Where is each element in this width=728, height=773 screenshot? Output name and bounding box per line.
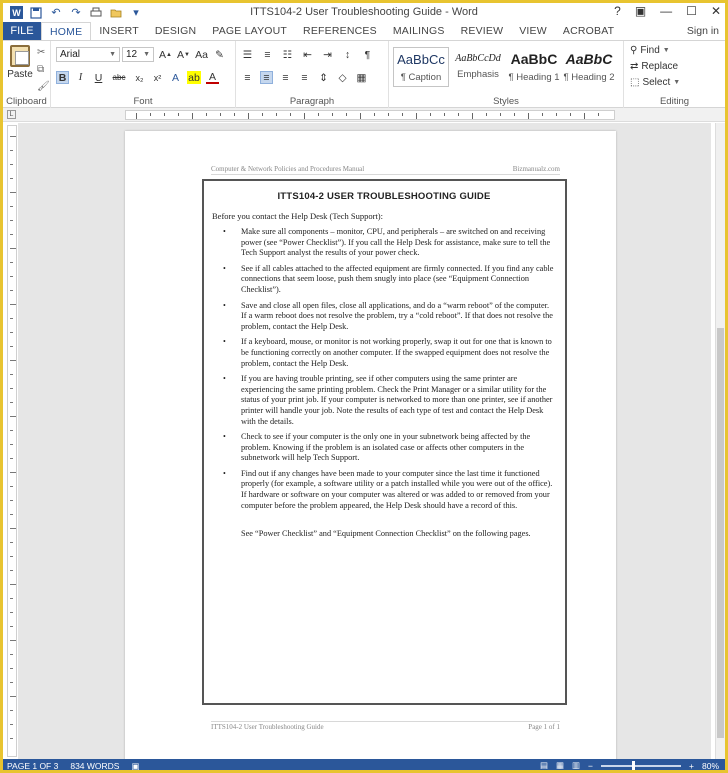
document-area[interactable] — [18, 123, 711, 759]
ruler-tick — [10, 626, 13, 627]
redo-icon[interactable]: ↷ — [71, 7, 81, 19]
ruler-tick — [458, 113, 459, 116]
chevron-down-icon: ▼ — [143, 51, 150, 58]
superscript-button[interactable]: x² — [153, 72, 162, 83]
ruler-tick — [234, 113, 235, 116]
ruler-tick — [10, 514, 13, 515]
list-item: • If a keyboard, mouse, or monitor is not working properly, swap it out for one that is known to be functioning correctly on another computer. If the swapped equipment does not resolve the problem, contact the Help Desk. — [232, 337, 556, 369]
ruler-tick — [10, 710, 13, 711]
show-marks-icon[interactable]: ¶ — [364, 48, 371, 61]
sign-in-link[interactable]: Sign in — [686, 25, 719, 37]
ruler-tick — [332, 113, 333, 116]
maximize-icon[interactable]: ☐ — [686, 4, 697, 18]
font-group — [51, 41, 236, 108]
ruler-tick — [10, 304, 16, 305]
document-title: ITTS104-2 USER TROUBLESHOOTING GUIDE — [277, 191, 491, 202]
minimize-icon[interactable]: — — [660, 4, 673, 18]
ruler-tick — [10, 164, 13, 165]
ruler-tick — [10, 430, 13, 431]
ruler-tick — [360, 113, 361, 119]
ruler-tick — [10, 668, 13, 669]
style-sample: AaBbC — [510, 51, 558, 67]
ruler-tick — [500, 113, 501, 116]
font-size-select[interactable] — [122, 47, 154, 62]
replace-button[interactable] — [630, 61, 678, 72]
ruler-tick — [10, 528, 16, 529]
window-title: ITTS104-2 User Troubleshooting Guide - Word — [250, 6, 478, 18]
replace-label: Replace — [641, 61, 679, 72]
ruler-tick — [10, 654, 13, 655]
replace-icon: ⇄ — [630, 61, 639, 72]
cut-icon[interactable]: ✂ — [37, 47, 46, 58]
scrollbar-thumb[interactable] — [717, 328, 724, 738]
vertical-scrollbar[interactable] — [715, 123, 725, 759]
ruler-tick — [430, 113, 431, 116]
ruler-tick — [570, 113, 571, 116]
ruler-tick — [10, 150, 13, 151]
tab-page-layout[interactable]: PAGE LAYOUT — [212, 25, 288, 37]
list-item: • Save and close all open files, close all applications, and do a “warm reboot” of the computer. If a warm reboot does not resolve the problem, try a “cold reboot”. If that does not resolve the problem, contact the Help Desk. — [232, 301, 556, 333]
web-layout-icon[interactable]: ▥ — [572, 760, 581, 770]
ruler-tick — [10, 640, 16, 641]
sort-icon[interactable]: ↕ — [344, 48, 351, 61]
ruler-tick — [10, 276, 13, 277]
ruler-tick — [136, 113, 137, 119]
style-sample: AaBbC — [565, 51, 613, 67]
ruler-tick — [10, 738, 13, 739]
font-format-buttons — [56, 71, 219, 84]
ruler-tick — [10, 346, 13, 347]
ruler-tick — [262, 113, 263, 116]
underline-button[interactable]: U — [94, 71, 103, 84]
ruler-tick — [10, 444, 13, 445]
editing-group — [624, 41, 725, 108]
highlight-icon[interactable]: ab — [188, 71, 200, 84]
style-heading-1[interactable] — [506, 47, 562, 87]
quick-access-toolbar — [3, 6, 143, 20]
ruler-tick — [10, 696, 16, 697]
ruler-tick — [10, 682, 13, 683]
ruler-tick — [10, 360, 16, 361]
ruler-tick — [10, 248, 16, 249]
strikethrough-button[interactable]: abc — [112, 73, 126, 82]
find-label: Find — [640, 45, 660, 56]
tab-file[interactable]: FILE — [3, 22, 41, 40]
save-icon[interactable] — [29, 6, 43, 20]
numbering-icon[interactable]: ≡ — [264, 48, 271, 61]
ruler-tick — [10, 206, 13, 207]
title-bar — [3, 3, 725, 22]
ruler-tick — [556, 113, 557, 116]
ruler-tick — [318, 113, 319, 116]
clipboard-group — [3, 41, 51, 108]
status-right — [540, 760, 719, 771]
ruler-tick — [598, 113, 599, 116]
ruler-tick — [10, 458, 13, 459]
ruler-tick — [150, 113, 151, 116]
ruler-tick — [10, 234, 13, 235]
justify-icon[interactable]: ≡ — [301, 71, 308, 84]
decrease-indent-icon[interactable]: ⇤ — [303, 48, 312, 61]
ruler-tick — [10, 192, 16, 193]
style-heading-2[interactable] — [561, 47, 617, 87]
ruler-tick — [192, 113, 193, 119]
ruler-tick — [388, 113, 389, 116]
alignment-buttons — [241, 71, 368, 84]
svg-text:W: W — [11, 8, 21, 18]
ruler-tick — [10, 262, 13, 263]
page[interactable] — [125, 131, 616, 759]
window-controls — [614, 4, 721, 18]
style-emphasis[interactable] — [450, 47, 506, 87]
ruler-tick — [10, 570, 13, 571]
undo-icon[interactable]: ↶ — [51, 7, 61, 19]
header-right: Bizmanualz.com — [512, 165, 560, 173]
bullet-list — [212, 227, 556, 511]
ribbon-tabs — [3, 22, 725, 40]
footer-right: Page 1 of 1 — [528, 723, 560, 731]
document-intro: Before you contact the Help Desk (Tech Support): — [212, 211, 384, 221]
ruler-tick — [206, 113, 207, 116]
style-name: ¶ Heading 1 — [508, 72, 560, 83]
text-effects-icon[interactable]: A — [171, 71, 179, 84]
zoom-in-icon[interactable]: + — [689, 760, 694, 771]
clipboard-small-buttons — [37, 47, 50, 92]
editing-group-label: Editing — [659, 96, 690, 107]
page-header — [211, 165, 560, 175]
paste-button[interactable] — [7, 45, 33, 80]
borders-icon[interactable]: ▦ — [356, 71, 367, 84]
tab-view[interactable]: VIEW — [519, 25, 547, 37]
ruler-tick — [514, 113, 515, 116]
list-item: • Find out if any changes have been made to your computer since the last time it functioned properly (for example, a software utility or a patch installed while you were out of the office). If hardware or software on your computer was altered or was added to or removed from your computer before the problem appeared, the Help Desk should have a record of this. — [232, 469, 556, 511]
ruler-tick — [528, 113, 529, 119]
paste-label: Paste — [7, 69, 33, 80]
ribbon — [3, 40, 725, 108]
align-left-icon[interactable]: ≡ — [244, 71, 251, 84]
ruler-area — [3, 108, 725, 122]
subscript-button[interactable]: x₂ — [135, 72, 144, 83]
zoom-level[interactable]: 80% — [701, 760, 719, 771]
help-icon[interactable]: ? — [614, 4, 621, 18]
ruler-tick — [584, 113, 585, 119]
style-sample: AaBbCc — [397, 52, 445, 67]
open-icon[interactable] — [109, 6, 123, 20]
ruler-tick — [10, 318, 13, 319]
ruler-tick — [374, 113, 375, 116]
paragraph-group — [236, 41, 389, 108]
chevron-down-icon: ▼ — [109, 51, 116, 58]
ruler-tick — [248, 113, 249, 119]
copy-icon[interactable]: ⧉ — [37, 64, 45, 75]
content-border-box — [202, 179, 567, 705]
ruler-tick — [220, 113, 221, 116]
paste-icon — [10, 45, 30, 67]
bullets-icon[interactable]: ☰ — [242, 48, 253, 61]
clear-formatting-icon[interactable]: ✎ — [215, 48, 224, 61]
ruler-tick — [290, 113, 291, 116]
font-group-label: Font — [133, 96, 153, 107]
ruler-tick — [10, 556, 13, 557]
ruler-tick — [10, 472, 16, 473]
font-color-icon[interactable]: A — [206, 71, 219, 84]
italic-button[interactable]: I — [78, 72, 83, 83]
ruler-tick — [416, 113, 417, 119]
vertical-ruler[interactable] — [7, 125, 17, 757]
print-icon[interactable] — [89, 6, 103, 20]
ruler-tick — [10, 220, 13, 221]
ribbon-display-icon[interactable]: ▣ — [634, 4, 647, 18]
font-size-value: 12 — [126, 49, 138, 60]
clipboard-group-label: Clipboard — [6, 96, 47, 107]
binoculars-icon: ⚲ — [630, 45, 638, 56]
ruler-tick — [472, 113, 473, 119]
line-spacing-icon[interactable]: ⇕ — [319, 71, 328, 84]
close-icon[interactable]: ✕ — [710, 4, 721, 18]
horizontal-ruler[interactable] — [125, 110, 615, 120]
tab-mailings[interactable]: MAILINGS — [392, 25, 445, 37]
ruler-tick — [178, 113, 179, 116]
select-label: Select — [642, 77, 671, 88]
grow-font-icon[interactable]: A ▲ — [159, 48, 172, 61]
chevron-down-icon: ▼ — [662, 47, 670, 54]
ruler-tick — [164, 113, 165, 116]
tab-review[interactable]: REVIEW — [460, 25, 504, 37]
ruler-tick — [10, 332, 13, 333]
list-item: • If you are having trouble printing, see if other computers using the same printer are experiencing the same printing problem. Check the Print Manager or a similar utility for the status of your print job. If your computer is networked to more than one printer, see if another printer will handle your job. Note the results of each type of test and contact the Help Desk with the details. — [232, 374, 556, 427]
footer-left: ITTS104-2 User Troubleshooting Guide — [211, 723, 324, 731]
style-caption[interactable] — [393, 47, 449, 87]
print-layout-icon[interactable]: ▦ — [555, 760, 565, 770]
tab-selector-icon[interactable]: L — [7, 110, 16, 119]
ruler-tick — [10, 388, 13, 389]
ruler-tick — [10, 136, 16, 137]
ruler-tick — [346, 113, 347, 116]
ruler-tick — [276, 113, 277, 116]
read-mode-icon[interactable]: ▤ — [539, 760, 548, 770]
ruler-tick — [10, 402, 13, 403]
customize-qat-icon[interactable]: ▾ — [133, 7, 139, 19]
ruler-tick — [10, 612, 13, 613]
zoom-slider-knob[interactable] — [632, 761, 635, 771]
zoom-slider[interactable] — [601, 765, 681, 767]
ruler-tick — [10, 500, 13, 501]
align-right-icon[interactable]: ≡ — [282, 71, 289, 84]
ruler-tick — [10, 416, 16, 417]
increase-indent-icon[interactable]: ⇥ — [323, 48, 332, 61]
page-count[interactable]: PAGE 1 OF 3 — [7, 760, 59, 771]
ruler-tick — [10, 374, 13, 375]
tab-insert[interactable]: INSERT — [99, 25, 139, 37]
align-center-icon[interactable]: ≡ — [260, 71, 273, 84]
ruler-tick — [10, 542, 13, 543]
ruler-tick — [542, 113, 543, 116]
chevron-down-icon: ▼ — [673, 79, 681, 86]
zoom-out-icon[interactable]: − — [588, 760, 594, 771]
paragraph-group-label: Paragraph — [289, 96, 335, 107]
format-painter-icon[interactable]: 🖌 — [37, 81, 50, 92]
font-name-select[interactable] — [56, 47, 120, 62]
ruler-tick — [304, 113, 305, 119]
ruler-tick — [486, 113, 487, 116]
select-button[interactable] — [630, 77, 680, 88]
find-button[interactable] — [630, 45, 670, 56]
ruler-tick — [10, 290, 13, 291]
bold-button[interactable]: B — [56, 71, 69, 84]
tab-design[interactable]: DESIGN — [154, 25, 197, 37]
status-bar — [3, 759, 725, 773]
list-item: • Check to see if your computer is the only one in your subnetwork being affected by the problem. Knowing if the problem is an isolated case or affects other computers in the subnetwork will help Tech Support. — [232, 432, 556, 464]
style-name: ¶ Caption — [400, 72, 442, 83]
status-left — [3, 761, 140, 772]
list-buttons — [241, 48, 374, 61]
shading-icon[interactable]: ◇ — [338, 71, 347, 84]
style-sample: AaBbCcDd — [455, 53, 501, 64]
change-case-icon[interactable]: Aa — [195, 48, 208, 61]
shrink-font-icon[interactable]: A ▼ — [177, 48, 190, 61]
ruler-tick — [10, 178, 13, 179]
ruler-tick — [10, 486, 13, 487]
font-size-buttons — [159, 48, 226, 61]
proofing-icon[interactable]: ▣ — [131, 760, 140, 771]
ruler-tick — [402, 113, 403, 116]
font-name-value: Arial — [60, 49, 81, 60]
ruler-tick — [10, 724, 13, 725]
list-item: • Make sure all components – monitor, CPU, and peripherals – are switched on and receiving power (see “Power Checklist”). If you call the Help Desk for assistance, make sure to tell the Tech Support analyst the results of your power check. — [232, 227, 556, 259]
word-logo-icon — [9, 6, 23, 20]
header-left: Computer & Network Policies and Procedures Manual — [211, 165, 365, 173]
multilevel-list-icon[interactable]: ☷ — [282, 48, 293, 61]
styles-group — [389, 41, 624, 108]
select-icon: ⬚ — [630, 77, 640, 88]
ruler-tick — [10, 598, 13, 599]
style-name: Emphasis — [457, 69, 499, 80]
word-count[interactable]: 834 WORDS — [70, 760, 120, 771]
style-name: ¶ Heading 2 — [563, 72, 615, 83]
ruler-tick — [444, 113, 445, 116]
ruler-tick — [10, 584, 16, 585]
list-item: • See if all cables attached to the affected equipment are firmly connected. If you find any cable connections that seem loose, push them snugly into place (see “Equipment Connection Checklist”). — [232, 264, 556, 296]
tab-home[interactable]: HOME — [41, 22, 91, 40]
page-footer — [211, 721, 560, 731]
tab-references[interactable]: REFERENCES — [303, 25, 377, 37]
tab-acrobat[interactable]: ACROBAT — [562, 25, 615, 37]
styles-group-label: Styles — [493, 96, 519, 107]
document-see-note: See “Power Checklist” and “Equipment Connection Checklist” on the following pages. — [241, 529, 531, 539]
